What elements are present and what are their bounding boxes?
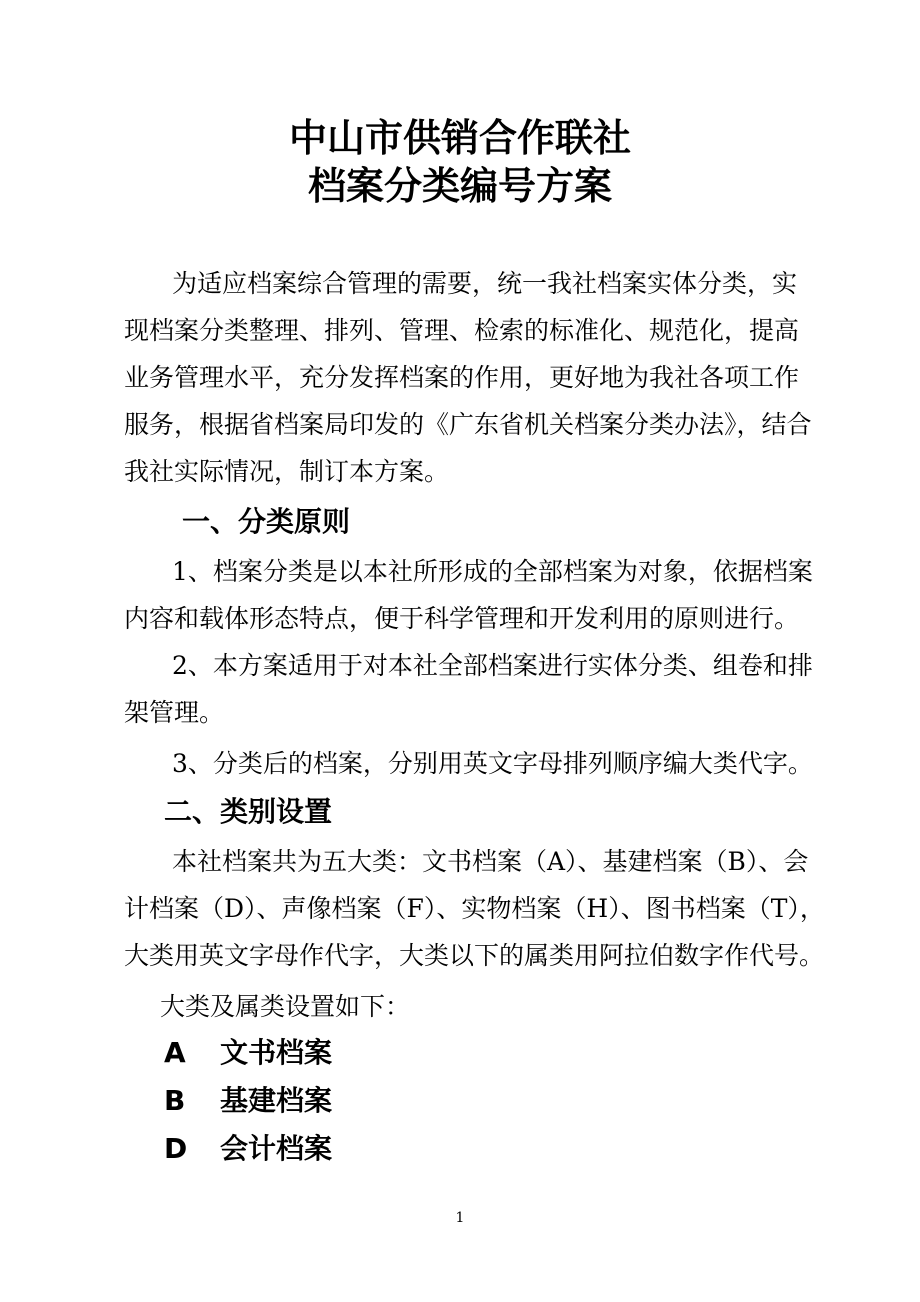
category-item-b xyxy=(164,1081,332,1121)
intro-line: 服务，根据省档案局印发的《广东省机关档案分类办法》，结合 xyxy=(124,410,812,439)
category-code: D xyxy=(164,1132,188,1165)
principle-item-1-line: 1、档案分类是以本社所形成的全部档案为对象，依据档案 xyxy=(172,557,813,586)
category-list-intro: 大类及属类设置如下： xyxy=(160,992,411,1021)
category-code: A xyxy=(164,1036,186,1069)
section-heading-classification-principles: 一、分类原则 xyxy=(182,505,351,538)
intro-line: 现档案分类整理、排列、管理、检索的标准化、规范化，提高 xyxy=(124,316,800,345)
intro-line: 我社实际情况，制订本方案。 xyxy=(124,457,450,486)
category-item-a xyxy=(164,1033,332,1073)
principle-item-2-line: 架管理。 xyxy=(124,698,225,727)
section-heading-category-setup: 二、类别设置 xyxy=(164,795,333,828)
principle-item-3: 3、分类后的档案，分别用英文字母排列顺序编大类代字。 xyxy=(172,749,813,778)
category-name: 会计档案 xyxy=(220,1132,333,1165)
principle-item-1-line: 内容和载体形态特点，便于科学管理和开发利用的原则进行。 xyxy=(124,604,800,633)
category-setup-line: 本社档案共为五大类：文书档案（A）、基建档案（B）、会 xyxy=(172,847,809,876)
category-code: B xyxy=(164,1084,186,1117)
intro-line: 为适应档案综合管理的需要，统一我社档案实体分类，实 xyxy=(172,269,798,298)
category-item-d xyxy=(164,1129,332,1169)
page-number: 1 xyxy=(455,1210,465,1226)
intro-line: 业务管理水平，充分发挥档案的作用，更好地为我社各项工作 xyxy=(124,363,800,392)
category-setup-line: 大类用英文字母作代字，大类以下的属类用阿拉伯数字作代号。 xyxy=(124,941,825,970)
category-name: 基建档案 xyxy=(220,1084,333,1117)
doc-title-line1: 中山市供销合作联社 xyxy=(288,116,631,160)
doc-title-line2: 档案分类编号方案 xyxy=(307,164,612,208)
category-setup-line: 计档案（D）、声像档案（F）、实物档案（H）、图书档案（T）， xyxy=(124,894,825,923)
principle-item-2-line: 2、本方案适用于对本社全部档案进行实体分类、组卷和排 xyxy=(172,651,813,680)
category-name: 文书档案 xyxy=(220,1036,333,1069)
